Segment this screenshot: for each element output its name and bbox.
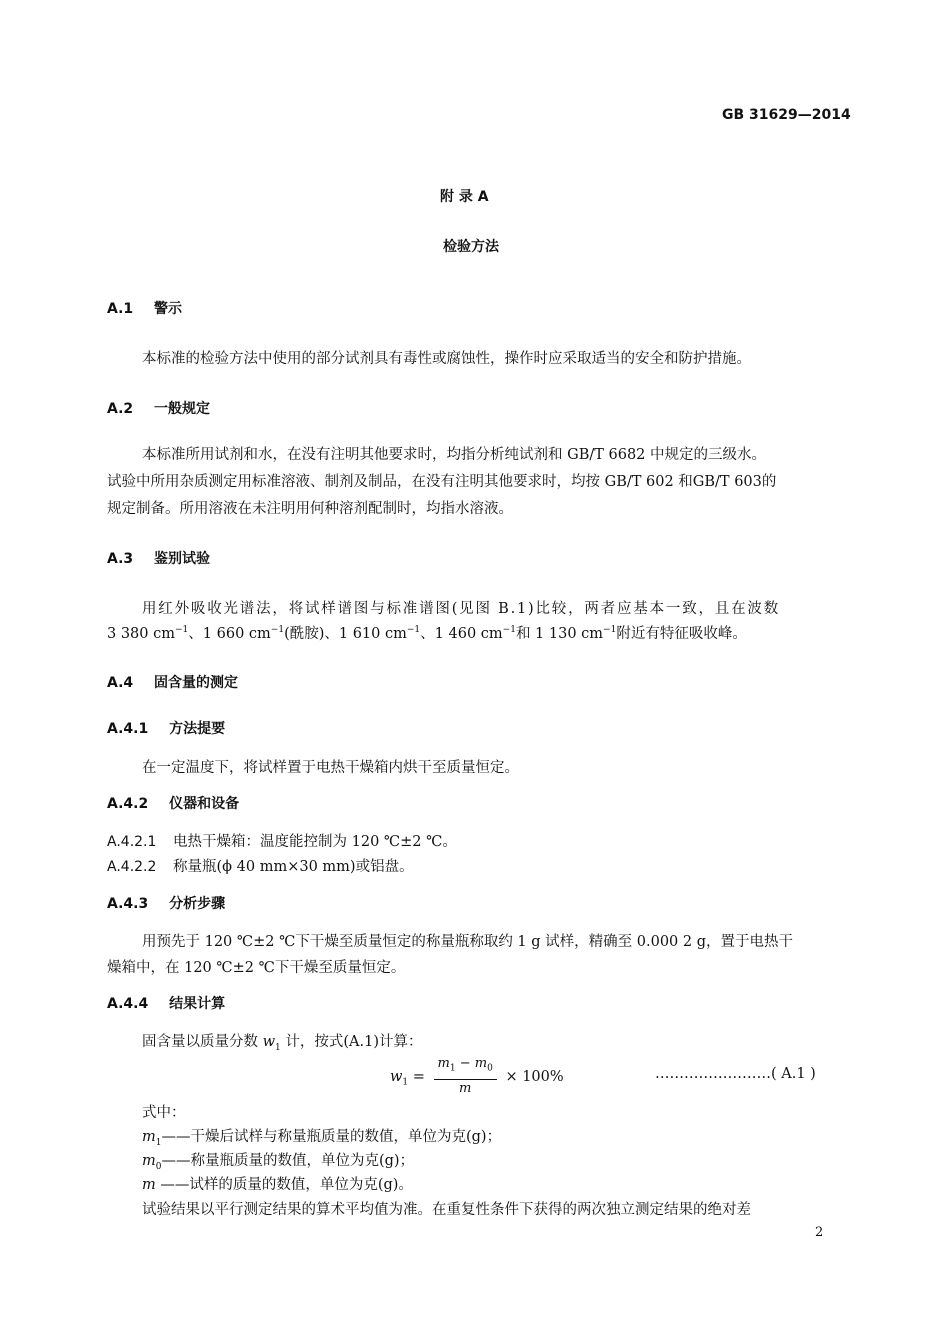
- section-title: 警示: [154, 301, 183, 317]
- document-code: GB 31629—2014: [722, 107, 851, 123]
- section-number: A.4: [107, 675, 134, 691]
- section-a3-heading: [107, 548, 210, 568]
- section-a421: [107, 830, 457, 851]
- section-number: A.3: [107, 551, 134, 567]
- section-a2-line1: 本标准所用试剂和水，在没有注明其他要求时，均指分析纯试剂和 GB/T 6682 中规定的三级水。: [142, 447, 767, 463]
- formula-reference: ……………………( A.1 ): [655, 1066, 816, 1082]
- section-a2-line2: 试验中所用杂质测定用标准溶液、制剂及制品，在没有注明其他要求时，均按 GB/T 602 和GB/T 603的: [107, 474, 777, 490]
- section-a3-line2: 3 380 $cm^{-1}$、1 660 $cm^{-1}$(酰胺)、1 610 $cm^{-1}$、1 460 $cm^{-1}$和 1 130 $cm^{-1}$附近有特征吸收峰。: [107, 625, 747, 642]
- section-a1-text: 本标准的检验方法中使用的部分试剂具有毒性或腐蚀性，操作时应采取适当的安全和防护措施。: [142, 351, 751, 367]
- formula-fraction: $\frac{m_1 - m_0}{m}$: [434, 1056, 497, 1098]
- section-title: 结果计算: [169, 996, 226, 1012]
- variable-m: m ——试样的质量的数值，单位为克(g)。: [142, 1177, 413, 1193]
- section-text: 电热干燥箱：温度能控制为 120 ℃±2 ℃。: [173, 834, 457, 850]
- section-a2-heading: [107, 398, 210, 418]
- formula-a1: $w_1$ = $\frac{m_1 - m_0}{m}$ × 100%: [390, 1056, 564, 1096]
- page-number: 2: [815, 1225, 824, 1240]
- section-a43-line1: 用预先于 120 ℃±2 ℃下干燥至质量恒定的称量瓶称取约 1 g 试样，精确至 0.000 2 g，置于电热干: [142, 934, 793, 950]
- section-title: 一般规定: [154, 401, 211, 417]
- section-title: 方法提要: [169, 721, 226, 737]
- section-a44-heading: [107, 993, 225, 1013]
- section-title: 分析步骤: [169, 896, 226, 912]
- section-a43-heading: [107, 893, 225, 913]
- section-title: 鉴别试验: [154, 551, 211, 567]
- section-number: A.4.3: [107, 896, 149, 912]
- formula-where: 式中：: [142, 1105, 186, 1121]
- section-a2-line3: 规定制备。所用溶液在未注明用何种溶剂配制时，均指水溶液。: [107, 501, 513, 517]
- section-a4-heading: [107, 672, 238, 692]
- section-title: 仪器和设备: [169, 796, 240, 812]
- appendix-title: 检验方法: [443, 239, 499, 255]
- section-a41-text: 在一定温度下，将试样置于电热干燥箱内烘干至质量恒定。: [142, 760, 519, 776]
- section-number: A.4.1: [107, 721, 149, 737]
- section-a42-heading: [107, 793, 239, 813]
- section-a1-heading: [107, 298, 182, 318]
- section-text: 称量瓶(ϕ 40 mm×30 mm)或铝盘。: [173, 859, 414, 875]
- section-a3-line1: 用红外吸收光谱法，将试样谱图与标准谱图(见图 B.1)比较，两者应基本一致，且在波数: [142, 601, 781, 617]
- section-number: A.4.2.2: [107, 859, 157, 875]
- section-number: A.4.2.1: [107, 834, 157, 850]
- formula-intro: 固含量以质量分数 $w_1$ 计，按式(A.1)计算：: [142, 1034, 423, 1053]
- variable-m1: $m_1——$干燥后试样与称量瓶质量的数值，单位为克(g)；: [142, 1129, 502, 1148]
- section-number: A.2: [107, 401, 134, 417]
- section-a41-heading: [107, 718, 225, 738]
- section-number: A.4.4: [107, 996, 149, 1012]
- section-number: A.4.2: [107, 796, 149, 812]
- appendix-label: 附 录 A: [440, 189, 489, 205]
- section-number: A.1: [107, 301, 134, 317]
- section-a422: [107, 855, 414, 876]
- section-title: 固含量的测定: [154, 675, 239, 691]
- result-text: 试验结果以平行测定结果的算术平均值为准。在重复性条件下获得的两次独立测定结果的绝对差: [142, 1202, 751, 1218]
- section-a43-line2: 燥箱中，在 120 ℃±2 ℃下干燥至质量恒定。: [107, 960, 406, 976]
- variable-m0: $m_0——$称量瓶质量的数值，单位为克(g)；: [142, 1153, 415, 1172]
